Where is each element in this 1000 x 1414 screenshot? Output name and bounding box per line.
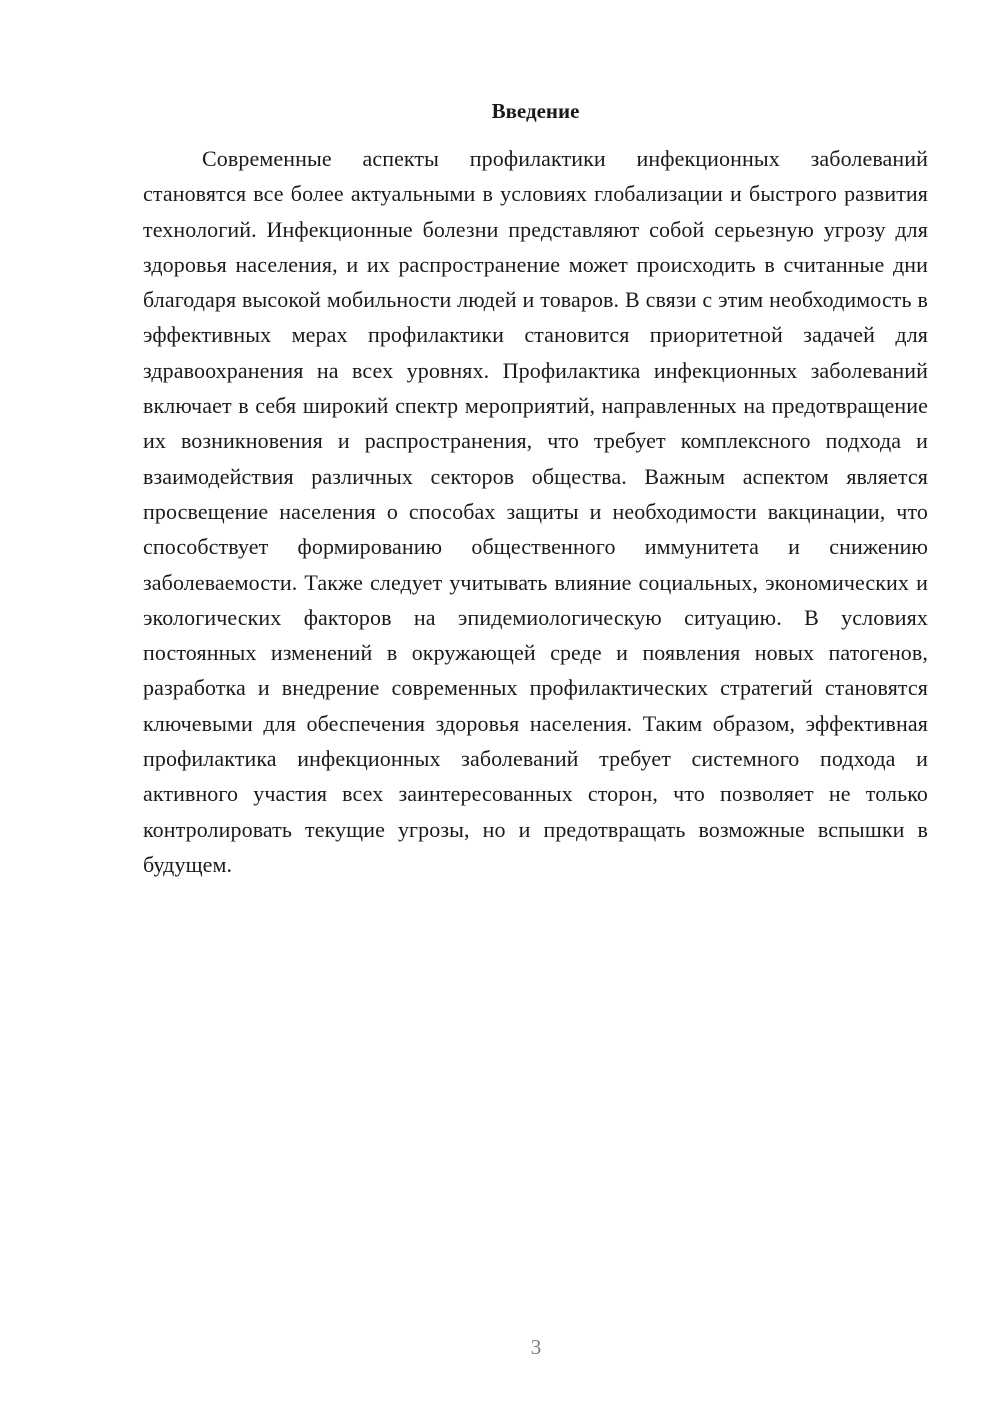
section-heading: Введение: [491, 99, 580, 123]
page-number: 3: [530, 1335, 542, 1359]
section-heading-container: [143, 96, 928, 126]
body-paragraph: Современные аспекты профилактики инфекционных заболеваний становятся все более актуальными в условиях глобализации и быстрого развития технологий. Инфекционные болезни представляют собой серьезную угрозу для здоровья населения, и их распространение может происходить в считанные дни благодаря высокой мобильности людей и товаров. В связи с этим необходимость в эффективных мерах профилактики становится приоритетной задачей для здравоохранения на всех уровнях. Профилактика инфекционных заболеваний включает в себя широкий спектр мероприятий, направленных на предотвращение их возникновения и распространения, что требует комплексного подхода и взаимодействия различных секторов общества. Важным аспектом является просвещение населения о способах защиты и необходимости вакцинации, что способствует формированию общественного иммунитета и снижению заболеваемости. Также следует учитывать влияние социальных, экономических и экологических факторов на эпидемиологическую ситуацию. В условиях постоянных изменений в окружающей среде и появления новых патогенов, разработка и внедрение современных профилактических стратегий становятся ключевыми для обеспечения здоровья населения. Таким образом, эффективная профилактика инфекционных заболеваний требует системного подхода и активного участия всех заинтересованных сторон, что позволяет не только контролировать текущие угрозы, но и предотвращать возможные вспышки в будущем.: [143, 146, 928, 877]
